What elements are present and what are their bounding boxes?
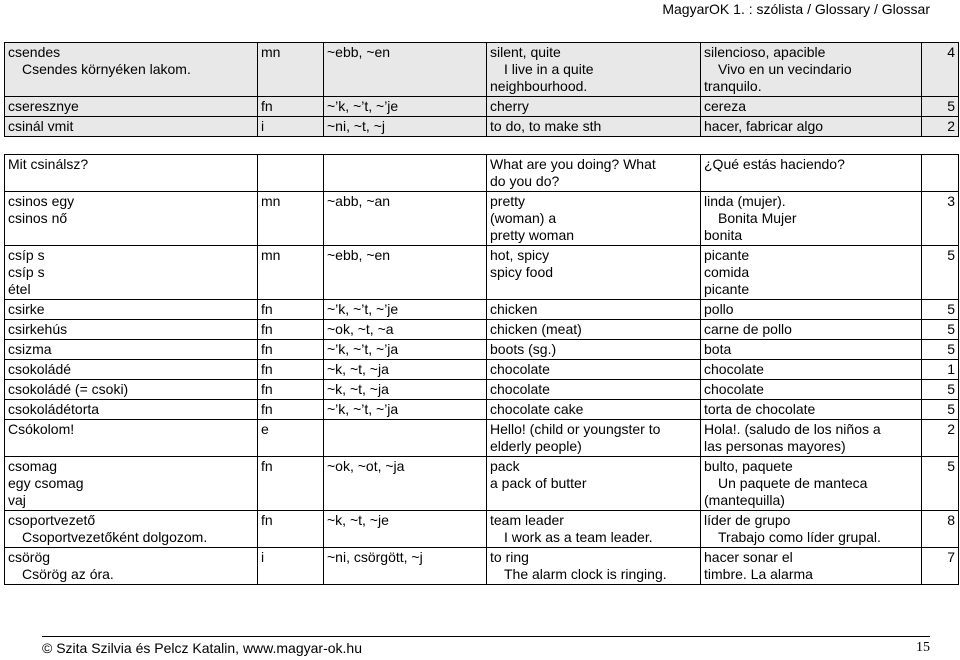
glossary-table-top — [4, 42, 959, 137]
table-row — [5, 246, 959, 300]
cell-line: team leader — [490, 512, 564, 528]
cell-text: ~ebb, ~en — [327, 44, 391, 60]
hungarian-cell — [5, 360, 258, 380]
chapter-cell — [922, 400, 959, 420]
cell-line: Un paquete de manteca — [718, 475, 868, 491]
cell-line: csíp s — [8, 264, 45, 280]
spanish-cell — [701, 246, 922, 300]
cell-text: mn — [261, 193, 281, 209]
cell-text: ~ebb, ~en — [327, 247, 391, 263]
pos-cell — [258, 43, 324, 97]
cell-text: ~k, ~t, ~ja — [327, 381, 389, 397]
table-row — [5, 43, 959, 97]
pos-cell — [258, 192, 324, 246]
cell-text: fn — [261, 301, 273, 317]
spanish-cell — [701, 380, 922, 400]
chapter-cell — [922, 246, 959, 300]
forms-cell — [324, 97, 487, 117]
cell-line: timbre. La alarma — [704, 566, 813, 582]
cell-line: Hola!. (saludo de los niños a — [704, 421, 881, 437]
table-row — [5, 548, 959, 585]
hungarian-cell — [5, 420, 258, 457]
english-cell — [487, 117, 701, 137]
cell-line: csörög — [8, 549, 51, 565]
spanish-cell — [701, 360, 922, 380]
pos-cell — [258, 420, 324, 457]
english-cell — [487, 340, 701, 360]
chapter-cell — [922, 117, 959, 137]
table-row — [5, 340, 959, 360]
chapter-cell — [922, 97, 959, 117]
spanish-cell — [701, 548, 922, 585]
cell-line: csinos nő — [8, 210, 68, 226]
table-row — [5, 360, 959, 380]
cell-line: hacer, fabricar algo — [704, 118, 824, 134]
hungarian-cell — [5, 246, 258, 300]
english-cell — [487, 380, 701, 400]
chapter-cell — [922, 43, 959, 97]
cell-line: chicken (meat) — [490, 321, 582, 337]
cell-line: Bonita Mujer — [718, 210, 797, 226]
cell-line: picante — [704, 247, 750, 263]
cell-line: to do, to make sth — [490, 118, 602, 134]
cell-line: What are you doing? What — [490, 156, 656, 172]
english-cell — [487, 192, 701, 246]
cell-line: cherry — [490, 98, 529, 114]
table-row — [5, 320, 959, 340]
cell-line: neighbourhood. — [490, 78, 588, 94]
cell-line: csoportvezető — [8, 512, 96, 528]
spanish-cell — [701, 117, 922, 137]
hungarian-cell — [5, 400, 258, 420]
chapter-cell — [922, 340, 959, 360]
spanish-cell — [701, 192, 922, 246]
cell-text: fn — [261, 341, 273, 357]
cell-line: Vivo en un vecindario — [718, 61, 852, 77]
forms-cell — [324, 400, 487, 420]
cell-line: spicy food — [490, 264, 554, 280]
cell-text: mn — [261, 44, 281, 60]
cell-line: csíp s — [8, 247, 45, 263]
cell-line: chocolate — [704, 381, 764, 397]
forms-cell — [324, 340, 487, 360]
spanish-cell — [701, 340, 922, 360]
cell-line: bulto, paquete — [704, 458, 793, 474]
cell-text: e — [261, 421, 269, 437]
pos-cell — [258, 400, 324, 420]
cell-line: vaj — [8, 492, 26, 508]
cell-text: ~ni, csörgött, ~j — [327, 549, 423, 565]
hungarian-cell — [5, 380, 258, 400]
english-cell — [487, 548, 701, 585]
chapter-cell — [922, 192, 959, 246]
spanish-cell — [701, 420, 922, 457]
cell-text: fn — [261, 381, 273, 397]
forms-cell — [324, 548, 487, 585]
cell-text: 7 — [947, 549, 955, 565]
pos-cell — [258, 360, 324, 380]
cell-line: do you do? — [490, 173, 560, 189]
cell-line: bota — [704, 341, 732, 357]
forms-cell — [324, 192, 487, 246]
spanish-cell — [701, 457, 922, 511]
cell-line: csomag — [8, 458, 58, 474]
copyright-text: © Szita Szilvia és Pelcz Katalin, www.magyar-ok.hu — [42, 640, 362, 656]
english-cell — [487, 511, 701, 548]
pos-cell — [258, 246, 324, 300]
cell-text: fn — [261, 401, 273, 417]
forms-cell — [324, 43, 487, 97]
cell-line: boots (sg.) — [490, 341, 557, 357]
forms-cell — [324, 246, 487, 300]
cell-text: ~k, ~t, ~je — [327, 512, 389, 528]
pos-cell — [258, 97, 324, 117]
cell-text: ~’k, ~’t, ~’ja — [327, 341, 399, 357]
chapter-cell — [922, 300, 959, 320]
cell-text: 5 — [947, 247, 955, 263]
pos-cell — [258, 340, 324, 360]
cell-text: 5 — [947, 401, 955, 417]
cell-line: to ring — [490, 549, 529, 565]
pos-cell — [258, 117, 324, 137]
cell-line: csinos egy — [8, 193, 75, 209]
pos-cell — [258, 548, 324, 585]
table-row — [5, 300, 959, 320]
cell-text: fn — [261, 458, 273, 474]
cell-line: chocolate cake — [490, 401, 584, 417]
cell-line: Trabajo como líder grupal. — [718, 529, 881, 545]
table-row — [5, 117, 959, 137]
cell-line: hot, spicy — [490, 247, 550, 263]
cell-line: cseresznye — [8, 98, 79, 114]
english-cell — [487, 246, 701, 300]
table-row — [5, 457, 959, 511]
cell-line: csinál vmit — [8, 118, 74, 134]
cell-line: Hello! (child or youngster to — [490, 421, 661, 437]
cell-text: ~ok, ~t, ~a — [327, 321, 394, 337]
hungarian-cell — [5, 340, 258, 360]
chapter-cell — [922, 548, 959, 585]
cell-line: hacer sonar el — [704, 549, 793, 565]
spanish-cell — [701, 155, 922, 192]
footer-divider — [42, 636, 930, 637]
cell-text: fn — [261, 361, 273, 377]
cell-line: Csendes környéken lakom. — [22, 61, 191, 77]
cell-text: ~k, ~t, ~ja — [327, 361, 389, 377]
english-cell — [487, 320, 701, 340]
table-row — [5, 192, 959, 246]
cell-line: étel — [8, 281, 31, 297]
hungarian-cell — [5, 457, 258, 511]
cell-text: i — [261, 549, 265, 565]
cell-line: líder de grupo — [704, 512, 791, 528]
cell-text: fn — [261, 98, 273, 114]
chapter-cell — [922, 511, 959, 548]
glossary-table-main — [4, 154, 959, 585]
cell-line: pack — [490, 458, 520, 474]
cell-line: I live in a quite — [504, 61, 594, 77]
cell-line: Csörög az óra. — [22, 566, 114, 582]
english-cell — [487, 420, 701, 457]
cell-line: (woman) a — [490, 210, 557, 226]
cell-line: cereza — [704, 98, 747, 114]
cell-line: chocolate — [490, 361, 550, 377]
table-row — [5, 380, 959, 400]
cell-line: csokoládétorta — [8, 401, 100, 417]
page-header: MagyarOK 1. : szólista / Glossary / Glossar — [662, 1, 930, 17]
english-cell — [487, 155, 701, 192]
cell-text: ~’k, ~’t, ~’je — [327, 301, 399, 317]
cell-text: 5 — [947, 98, 955, 114]
cell-line: csokoládé (= csoki) — [8, 381, 129, 397]
pos-cell — [258, 320, 324, 340]
forms-cell — [324, 320, 487, 340]
forms-cell — [324, 420, 487, 457]
cell-line: (mantequilla) — [704, 492, 785, 508]
cell-text: 4 — [947, 44, 955, 60]
chapter-cell — [922, 155, 959, 192]
table-row — [5, 400, 959, 420]
cell-line: csizma — [8, 341, 52, 357]
cell-line: Csókolom! — [8, 421, 75, 437]
cell-line: silent, quite — [490, 44, 561, 60]
cell-line: carne de pollo — [704, 321, 792, 337]
cell-text: 1 — [947, 361, 955, 377]
cell-text: 5 — [947, 301, 955, 317]
cell-line: a pack of butter — [490, 475, 587, 491]
cell-text: 2 — [947, 118, 955, 134]
cell-line: picante — [704, 281, 750, 297]
forms-cell — [324, 117, 487, 137]
cell-line: tranquilo. — [704, 78, 762, 94]
chapter-cell — [922, 380, 959, 400]
cell-line: Mit csinálsz? — [8, 156, 89, 172]
pos-cell — [258, 457, 324, 511]
table-row — [5, 511, 959, 548]
cell-line: csirke — [8, 301, 45, 317]
cell-line: The alarm clock is ringing. — [504, 566, 667, 582]
cell-text: ~abb, ~an — [327, 193, 391, 209]
cell-line: elderly people) — [490, 438, 582, 454]
english-cell — [487, 457, 701, 511]
cell-line: comida — [704, 264, 750, 280]
pos-cell — [258, 380, 324, 400]
cell-line: ¿Qué estás haciendo? — [704, 156, 845, 172]
page-footer — [0, 640, 960, 660]
cell-line: linda (mujer). — [704, 193, 786, 209]
cell-text: ~’k, ~’t, ~’ja — [327, 401, 399, 417]
cell-text: mn — [261, 247, 281, 263]
chapter-cell — [922, 457, 959, 511]
spanish-cell — [701, 300, 922, 320]
hungarian-cell — [5, 117, 258, 137]
cell-text: ~ni, ~t, ~j — [327, 118, 385, 134]
cell-line: egy csomag — [8, 475, 84, 491]
pos-cell — [258, 300, 324, 320]
table-row — [5, 420, 959, 457]
table-row — [5, 155, 959, 192]
cell-text: 3 — [947, 193, 955, 209]
hungarian-cell — [5, 155, 258, 192]
cell-line: csokoládé — [8, 361, 72, 377]
cell-line: Csoportvezetőként dolgozom. — [22, 529, 208, 545]
table-row — [5, 97, 959, 117]
cell-text: 8 — [947, 512, 955, 528]
page-number: 15 — [916, 640, 930, 655]
cell-text: 5 — [947, 458, 955, 474]
hungarian-cell — [5, 43, 258, 97]
hungarian-cell — [5, 548, 258, 585]
chapter-cell — [922, 360, 959, 380]
cell-text: 5 — [947, 341, 955, 357]
spanish-cell — [701, 320, 922, 340]
cell-line: pollo — [704, 301, 734, 317]
hungarian-cell — [5, 192, 258, 246]
chapter-cell — [922, 320, 959, 340]
spanish-cell — [701, 400, 922, 420]
hungarian-cell — [5, 300, 258, 320]
forms-cell — [324, 360, 487, 380]
cell-line: pretty — [490, 193, 526, 209]
forms-cell — [324, 300, 487, 320]
cell-line: chocolate — [490, 381, 550, 397]
hungarian-cell — [5, 97, 258, 117]
hungarian-cell — [5, 320, 258, 340]
pos-cell — [258, 155, 324, 192]
english-cell — [487, 360, 701, 380]
hungarian-cell — [5, 511, 258, 548]
cell-text: 5 — [947, 321, 955, 337]
cell-line: las personas mayores) — [704, 438, 846, 454]
forms-cell — [324, 380, 487, 400]
forms-cell — [324, 155, 487, 192]
forms-cell — [324, 511, 487, 548]
spanish-cell — [701, 511, 922, 548]
cell-line: pretty woman — [490, 227, 575, 243]
pos-cell — [258, 511, 324, 548]
cell-line: bonita — [704, 227, 743, 243]
chapter-cell — [922, 420, 959, 457]
cell-line: chicken — [490, 301, 538, 317]
cell-text: fn — [261, 321, 273, 337]
spanish-cell — [701, 43, 922, 97]
cell-text: i — [261, 118, 265, 134]
cell-line: chocolate — [704, 361, 764, 377]
cell-text: ~’k, ~’t, ~’je — [327, 98, 399, 114]
spanish-cell — [701, 97, 922, 117]
english-cell — [487, 400, 701, 420]
cell-line: csirkehús — [8, 321, 68, 337]
cell-line: torta de chocolate — [704, 401, 816, 417]
english-cell — [487, 97, 701, 117]
english-cell — [487, 43, 701, 97]
cell-text: 5 — [947, 381, 955, 397]
cell-line: csendes — [8, 44, 61, 60]
cell-line: I work as a team leader. — [504, 529, 653, 545]
cell-text: 2 — [947, 421, 955, 437]
forms-cell — [324, 457, 487, 511]
english-cell — [487, 300, 701, 320]
cell-line: silencioso, apacible — [704, 44, 826, 60]
cell-text: ~ok, ~ot, ~ja — [327, 458, 405, 474]
cell-text: fn — [261, 512, 273, 528]
